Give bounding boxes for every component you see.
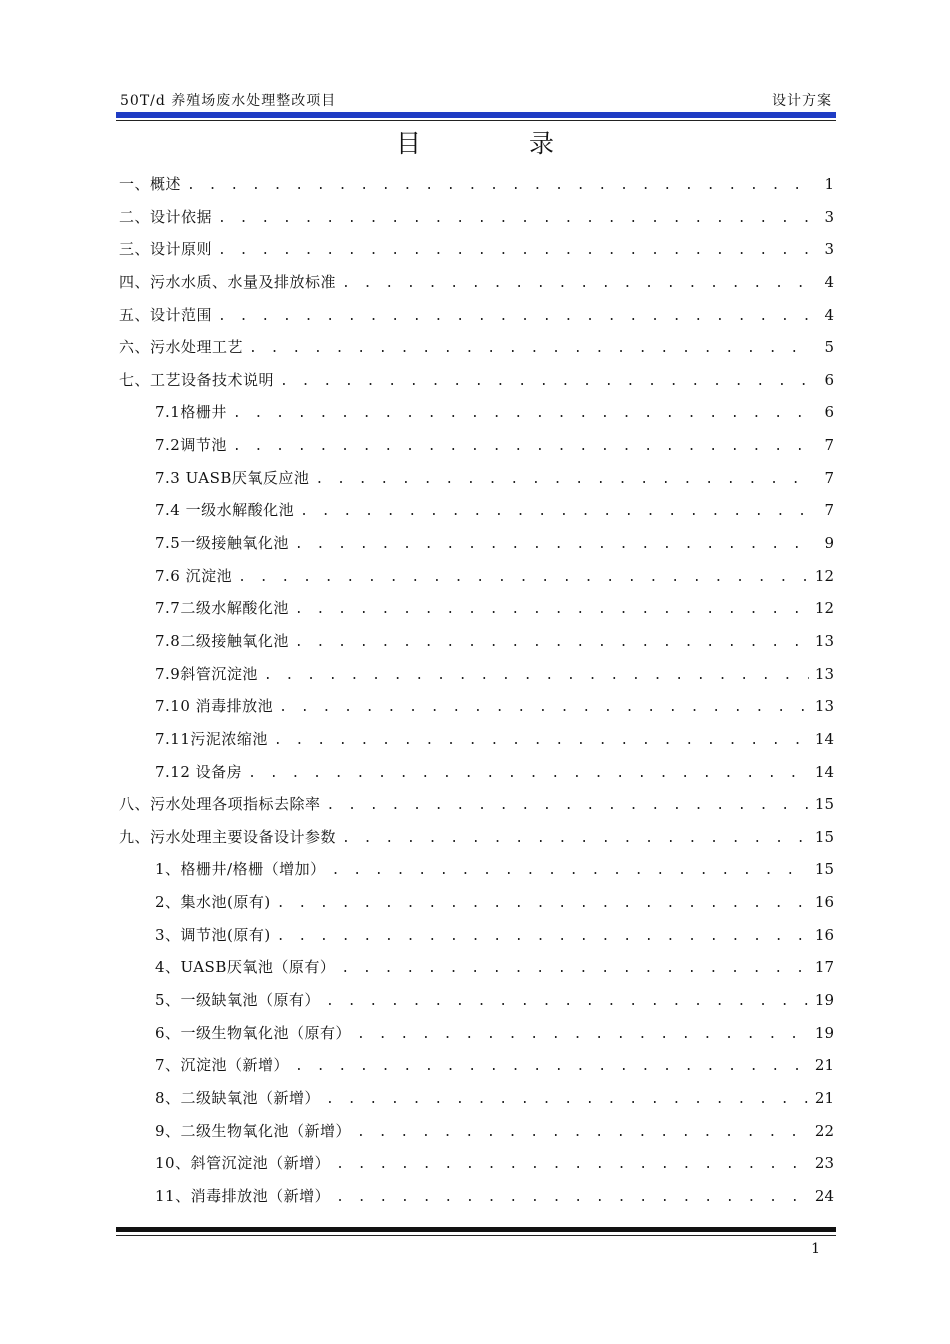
toc-entry[interactable] [119, 1153, 834, 1186]
toc-entry[interactable] [119, 664, 834, 697]
toc-entry-page: 16 [814, 893, 834, 912]
toc-entry-page: 4 [824, 272, 834, 291]
toc-entry-label: 11、消毒排放池（新增） [155, 1186, 331, 1205]
toc-entry[interactable] [119, 435, 834, 468]
toc-entry[interactable] [119, 925, 834, 958]
toc-entry[interactable] [119, 337, 834, 370]
toc-entry-label: 2、集水池(原有) [155, 893, 271, 912]
toc-entry-page: 7 [824, 468, 834, 487]
toc-entry-page: 13 [814, 631, 834, 650]
toc-entry-label: 7.2调节池 [155, 436, 227, 455]
toc-entry-page: 13 [814, 664, 834, 683]
toc-entry[interactable] [119, 533, 834, 566]
toc-entry-page: 6 [824, 403, 834, 422]
toc-leader-dots [357, 1025, 809, 1045]
toc-leader-dots [218, 307, 810, 327]
toc-leader-dots [233, 437, 810, 457]
toc-entry-page: 1 [824, 175, 834, 193]
toc-entry-page: 6 [824, 370, 834, 389]
toc-entry-label: 7.9斜管沉淀池 [155, 664, 258, 683]
toc-leader-dots [249, 339, 810, 359]
toc-entry[interactable] [119, 239, 834, 272]
toc-leader-dots [295, 633, 809, 653]
toc-leader-dots [280, 372, 810, 392]
toc-leader-dots [357, 1123, 809, 1143]
toc-leader-dots [277, 894, 809, 914]
toc-entry[interactable] [119, 859, 834, 892]
toc-entry[interactable] [119, 370, 834, 403]
toc-leader-dots [341, 959, 809, 979]
toc-leader-dots [342, 274, 810, 294]
toc-entry[interactable] [119, 598, 834, 631]
toc-entry-page: 15 [814, 795, 834, 814]
toc-entry-label: 6、一级生物氧化池（原有） [155, 1023, 352, 1042]
toc-leader-dots [295, 600, 809, 620]
toc-entry-page: 13 [814, 697, 834, 716]
toc-entry[interactable] [119, 468, 834, 501]
toc-leader-dots [274, 731, 809, 751]
toc-leader-dots [295, 535, 810, 555]
toc-leader-dots [300, 502, 810, 522]
toc-entry-page: 21 [814, 1088, 834, 1107]
toc-entry-label: 7.3 UASB厌氧反应池 [155, 468, 310, 487]
footer-page-number: 1 [811, 1241, 820, 1257]
toc-entry-page: 12 [814, 599, 834, 618]
toc-entry-label: 7.6 沉淀池 [155, 566, 233, 585]
toc-entry-label: 九、污水处理主要设备设计参数 [119, 827, 337, 846]
toc-entry-label: 六、污水处理工艺 [119, 338, 244, 357]
toc-leader-dots [326, 1090, 809, 1110]
toc-entry-page: 15 [814, 827, 834, 846]
toc-entry-label: 4、UASB厌氧池（原有） [155, 958, 336, 977]
toc-leader-dots [342, 829, 809, 849]
toc-entry-label: 7.10 消毒排放池 [155, 697, 274, 716]
toc-entry[interactable] [119, 729, 834, 762]
toc-entry[interactable] [119, 631, 834, 664]
toc-entry[interactable] [119, 957, 834, 990]
toc-entry-page: 21 [814, 1056, 834, 1075]
toc-entry-label: 7.4 一级水解酸化池 [155, 501, 295, 520]
footer-rule [116, 1227, 836, 1232]
toc-entry-page: 22 [814, 1121, 834, 1140]
toc-leader-dots [248, 764, 809, 784]
toc-entry[interactable] [119, 794, 834, 827]
toc-entry-page: 12 [814, 566, 834, 585]
toc-entry-label: 7、沉淀池（新增） [155, 1056, 290, 1075]
toc-entry-label: 10、斜管沉淀池（新增） [155, 1154, 331, 1173]
toc-entry-label: 9、二级生物氧化池（新增） [155, 1121, 352, 1140]
toc-leader-dots [218, 241, 810, 261]
toc-leader-dots [336, 1155, 809, 1175]
toc-entry-page: 16 [814, 925, 834, 944]
toc-leader-dots [233, 404, 810, 424]
toc-entry[interactable] [119, 1186, 834, 1219]
toc-entry[interactable] [119, 500, 834, 533]
toc-leader-dots [279, 698, 809, 718]
toc-entry-label: 7.5一级接触氧化池 [155, 534, 289, 553]
toc-entry[interactable] [119, 402, 834, 435]
toc-entry-page: 15 [814, 860, 834, 879]
toc-entry[interactable] [119, 272, 834, 305]
footer-rule-thin [116, 1235, 836, 1236]
toc-entry-label: 二、设计依据 [119, 207, 213, 226]
toc-entry-label: 8、二级缺氧池（新增） [155, 1088, 321, 1107]
toc-entry-page: 19 [814, 1023, 834, 1042]
toc-entry-page: 23 [814, 1154, 834, 1173]
toc-entry-page: 4 [824, 305, 834, 324]
toc-entry[interactable] [119, 990, 834, 1023]
header-doc-type: 设计方案 [772, 93, 832, 109]
header-rule-thin [116, 120, 836, 121]
toc-entry[interactable] [119, 827, 834, 860]
toc-leader-dots [327, 796, 809, 816]
toc-entry[interactable] [119, 1088, 834, 1121]
toc-entry[interactable] [119, 1023, 834, 1056]
toc-leader-dots [326, 992, 809, 1012]
toc-leader-dots [336, 1188, 809, 1208]
toc-entry-label: 3、调节池(原有) [155, 925, 271, 944]
toc-entry-page: 14 [814, 762, 834, 781]
toc-entry-page: 7 [824, 436, 834, 455]
toc-entry-label: 1、格栅井/格栅（增加） [155, 860, 326, 879]
toc-entry[interactable] [119, 207, 834, 240]
toc-entry[interactable] [119, 892, 834, 925]
toc-entry-page: 14 [814, 729, 834, 748]
toc-entry-page: 17 [814, 958, 834, 977]
toc-entry-label: 四、污水水质、水量及排放标准 [119, 272, 337, 291]
toc-entry-page: 3 [824, 240, 834, 259]
toc-leader-dots [218, 209, 810, 229]
toc-entry-page: 3 [824, 207, 834, 226]
toc-entry-label: 7.7二级水解酸化池 [155, 599, 289, 618]
toc-entry-page: 24 [814, 1186, 834, 1205]
toc-leader-dots [277, 927, 809, 947]
toc-entry-label: 一、概述 [119, 175, 182, 193]
toc-entry[interactable] [119, 696, 834, 729]
toc-entry-label: 7.11污泥浓缩池 [155, 729, 268, 748]
toc-entry[interactable] [119, 1121, 834, 1154]
toc-entry-page: 9 [824, 534, 834, 553]
header-project-title: 50T/d 养殖场废水处理整改项目 [120, 93, 337, 109]
toc-entry-label: 7.12 设备房 [155, 762, 243, 781]
toc-entry[interactable] [119, 762, 834, 795]
toc-entry-page: 5 [824, 338, 834, 357]
toc-leader-dots [264, 666, 809, 686]
table-of-contents [119, 174, 834, 1219]
toc-title: 目 录 [396, 129, 604, 158]
toc-entry-label: 七、工艺设备技术说明 [119, 370, 275, 389]
toc-leader-dots [187, 176, 810, 196]
toc-leader-dots [295, 1057, 809, 1077]
toc-entry[interactable] [119, 1055, 834, 1088]
toc-entry-label: 7.1格栅井 [155, 403, 227, 422]
header-rule [116, 112, 836, 118]
toc-entry-label: 八、污水处理各项指标去除率 [119, 795, 321, 814]
toc-entry-label: 三、设计原则 [119, 240, 213, 259]
toc-entry-label: 5、一级缺氧池（原有） [155, 991, 321, 1010]
toc-entry[interactable] [119, 305, 834, 338]
toc-entry-page: 19 [814, 991, 834, 1010]
toc-entry-label: 7.8二级接触氧化池 [155, 631, 289, 650]
toc-leader-dots [332, 861, 809, 881]
toc-leader-dots [238, 568, 809, 588]
toc-entry-label: 五、设计范围 [119, 305, 213, 324]
toc-entry[interactable] [119, 174, 834, 207]
toc-entry-page: 7 [824, 501, 834, 520]
toc-leader-dots [315, 470, 810, 490]
toc-entry[interactable] [119, 566, 834, 599]
